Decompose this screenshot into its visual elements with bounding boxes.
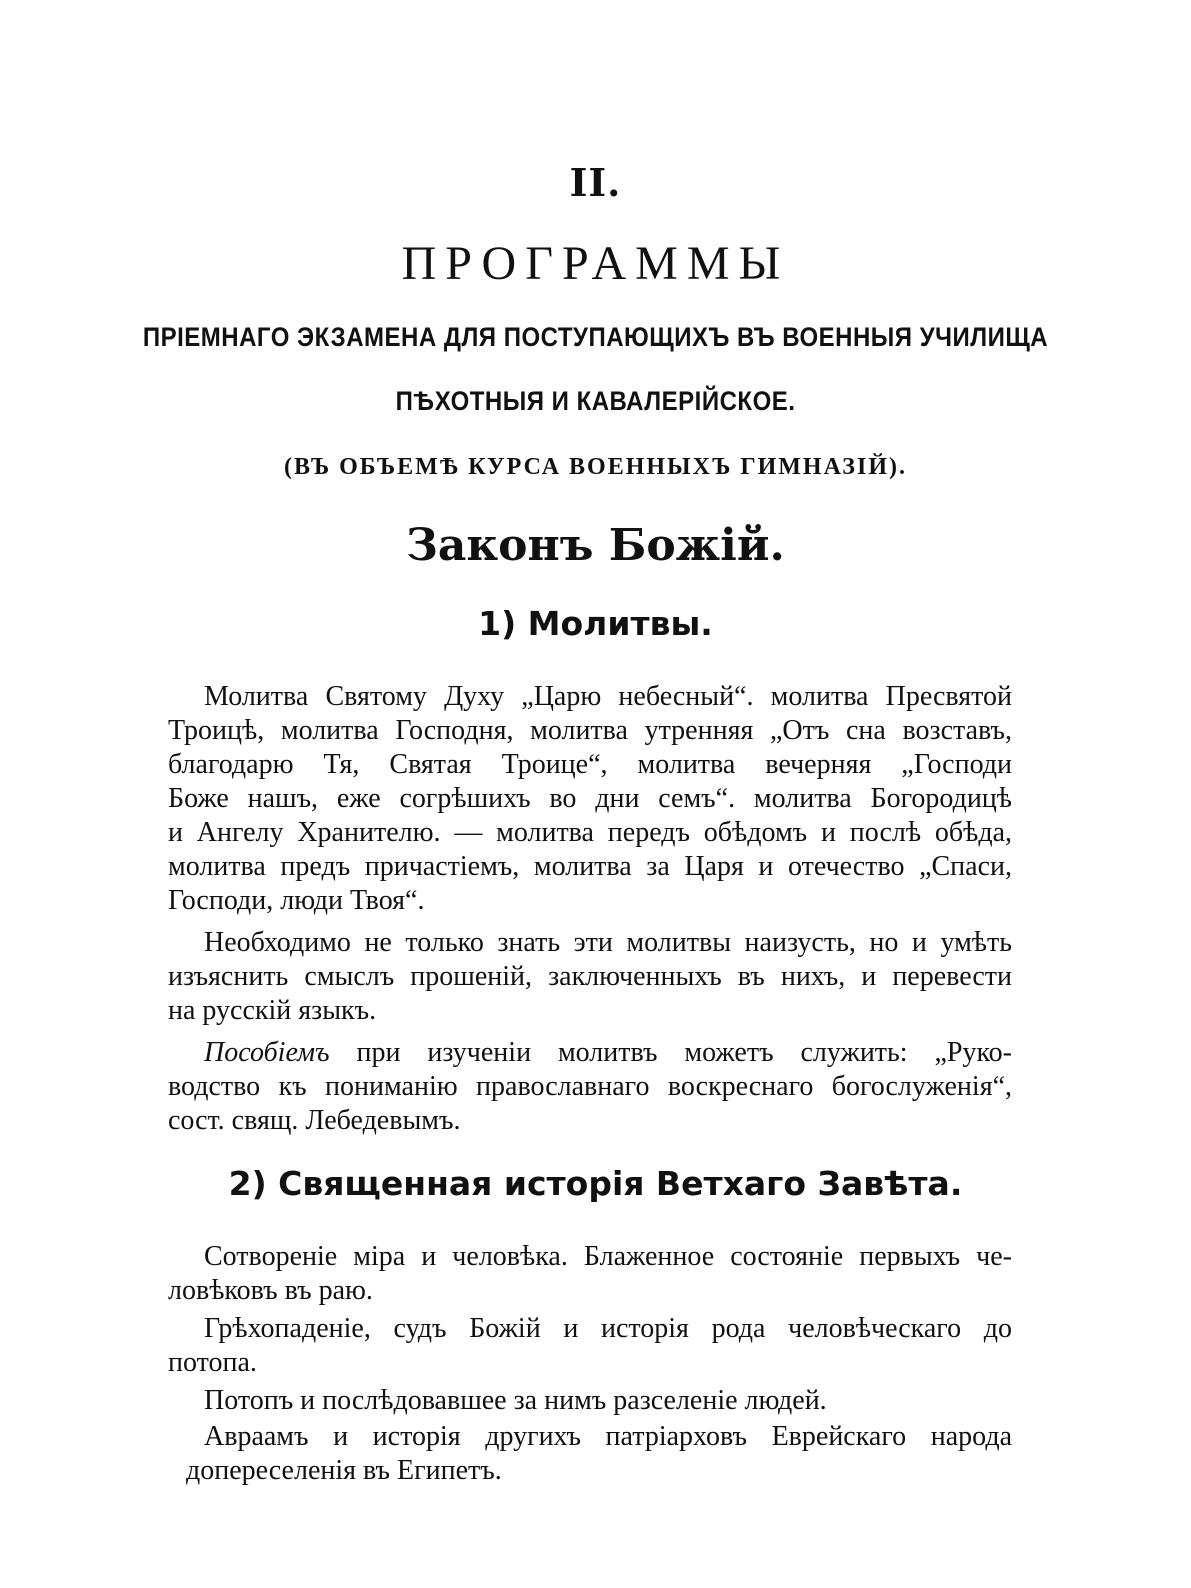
- text-line: и Ангелу Хранителю. — молитва передъ обѣдомъ и послѣ обѣда,: [168, 817, 1012, 848]
- paragraph-flood: [168, 1384, 1012, 1418]
- text-line: Необходимо не только знать эти молитвы наизусть, но и умѣть: [204, 927, 1012, 958]
- text-line: изъяснить смыслъ прошеній, заключенныхъ въ нихъ, и перевести: [168, 961, 1012, 992]
- text-line: молитва предъ причастіемъ, молитва за Царя и отечество „Спаси,: [168, 851, 1012, 882]
- text-line: сост. свящ. Лебедевымъ.: [168, 1105, 461, 1136]
- paragraph-prayers-list: [168, 680, 1012, 918]
- scope-note: (ВЪ ОБЪЕМѢ КУРСА ВОЕННЫХЪ ГИМНАЗІЙ).: [284, 454, 907, 480]
- text-line: на русскій языкъ.: [168, 995, 377, 1026]
- text-line: Боже нашъ, еже согрѣшихъ во дни семъ“. молитва Богородицѣ: [168, 783, 1012, 814]
- text-line: благодарю Тя, Святая Троице“, молитва вечерняя „Господи: [168, 749, 1012, 780]
- text-line: потопа.: [168, 1347, 257, 1378]
- text-line: Троицѣ, молитва Господня, молитва утренняя „Отъ сна возставъ,: [168, 715, 1012, 746]
- paragraph-abraham: [168, 1420, 1012, 1488]
- section-roman-numeral: II.: [569, 160, 622, 205]
- paragraph-fall: [168, 1312, 1012, 1380]
- text-line: допереселенія въ Египетъ.: [186, 1455, 502, 1486]
- text-line: ловѣковъ въ раю.: [168, 1275, 373, 1306]
- paragraph-creation: [168, 1240, 1012, 1308]
- text-line: Сотвореніе міра и человѣка. Блаженное состояніе первыхъ че-: [204, 1241, 1012, 1272]
- text-line: Авраамъ и исторія другихъ патріарховъ Еврейскаго народа: [204, 1421, 1012, 1452]
- page-title: ПРОГРАММЫ: [401, 237, 790, 290]
- subtitle-line-1: ПРІЕМНАГО ЭКЗАМЕНА ДЛЯ ПОСТУПАЮЩИХЪ ВЪ ВОЕННЫЯ УЧИЛИЩА: [142, 322, 1049, 353]
- subtitle-line-2: ПѢХОТНЫЯ И КАВАЛЕРІЙСКОЕ.: [395, 386, 796, 417]
- text-line: водство къ пониманію православнаго воскреснаго богослуженія“,: [168, 1071, 1012, 1102]
- section-heading-prayers: 1) Молитвы.: [478, 604, 713, 643]
- text-line-rest: при изученіи молитвъ можетъ служить: „Руко-: [329, 1037, 1012, 1068]
- italic-lead-word: Пособіемъ: [204, 1037, 330, 1068]
- subject-title: Законъ Божій.: [406, 520, 785, 571]
- paragraph-reference: [168, 1036, 1012, 1138]
- text-line: Господи, люди Твоя“.: [168, 885, 425, 916]
- text-line: Грѣхопаденіе, судъ Божій и исторія рода человѣческаго до: [204, 1313, 1012, 1344]
- section-heading-old-testament: 2) Священная исторія Ветхаго Завѣта.: [228, 1164, 963, 1203]
- text-line: [168, 1036, 1012, 1070]
- text-line: Молитва Святому Духу „Царю небесный“. молитва Пресвятой: [204, 681, 1012, 712]
- paragraph-requirement: [168, 926, 1012, 1028]
- text-line: Потопъ и послѣдовавшее за нимъ разселеніе людей.: [204, 1385, 827, 1416]
